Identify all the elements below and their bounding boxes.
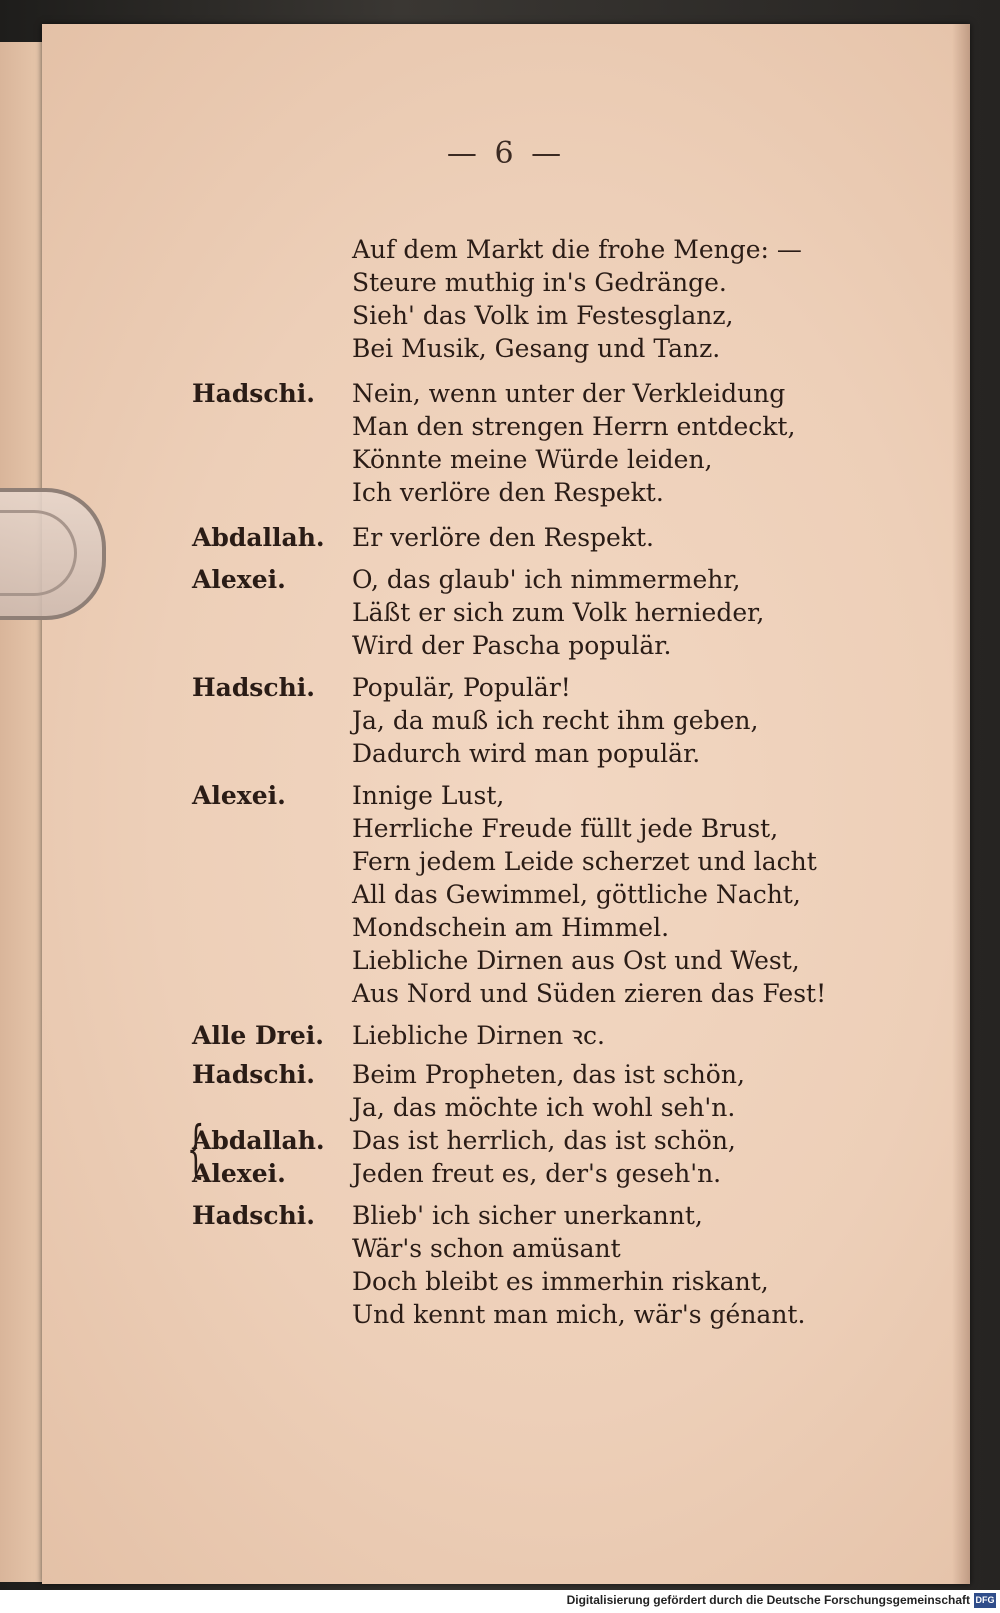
speaker-name: Alexei. xyxy=(192,565,286,594)
book-page xyxy=(42,24,970,1584)
page-number: — 6 — xyxy=(446,136,566,171)
verse-text: All das Gewimmel, göttliche Nacht, xyxy=(352,880,801,909)
verse-text: Auf dem Markt die frohe Menge: — xyxy=(352,235,802,264)
verse-text: Ja, das möchte ich wohl seh'n. xyxy=(352,1093,736,1122)
text-line xyxy=(192,378,992,410)
verse-text: Nein, wenn unter der Verkleidung xyxy=(352,379,786,408)
verse-text: Dadurch wird man populär. xyxy=(352,739,701,768)
paper-clip xyxy=(0,488,106,620)
speaker-name: Hadschi. xyxy=(192,379,315,408)
text-line xyxy=(192,846,992,878)
text-line xyxy=(192,333,992,365)
speaker-name: Alle Drei. xyxy=(192,1021,324,1050)
speaker-name: Hadschi. xyxy=(192,1060,315,1089)
verse-text: Liebliche Dirnen ꝛc. xyxy=(352,1021,605,1050)
funding-credit: Digitalisierung gefördert durch die Deutsche Forschungsgemeinschaft xyxy=(566,1593,970,1607)
verse-text: Bei Musik, Gesang und Tanz. xyxy=(352,334,721,363)
verse-text: Das ist herrlich, das ist schön, xyxy=(352,1126,736,1155)
verse-text: Könnte meine Würde leiden, xyxy=(352,445,713,474)
text-line xyxy=(192,1020,992,1052)
verse-text: Liebliche Dirnen aus Ost und West, xyxy=(352,946,800,975)
speaker-name: Abdallah. xyxy=(192,1126,325,1155)
text-line xyxy=(192,564,992,596)
speaker-name: Hadschi. xyxy=(192,673,315,702)
verse-text: Blieb' ich sicher unerkannt, xyxy=(352,1201,703,1230)
verse-text: O, das glaub' ich nimmermehr, xyxy=(352,565,741,594)
verse-text: Herrliche Freude füllt jede Brust, xyxy=(352,814,779,843)
text-line xyxy=(192,444,992,476)
verse-text: Fern jedem Leide scherzet und lacht xyxy=(352,847,817,876)
verse-text: Ja, da muß ich recht ihm geben, xyxy=(352,706,759,735)
speaker-name: Hadschi. xyxy=(192,1201,315,1230)
verse-text: Aus Nord und Süden zieren das Fest! xyxy=(352,979,827,1008)
text-line xyxy=(192,267,992,299)
text-line xyxy=(192,978,992,1010)
text-line xyxy=(192,1158,992,1190)
verse-text: Wär's schon amüsant xyxy=(352,1234,621,1263)
verse-text: Läßt er sich zum Volk hernieder, xyxy=(352,598,765,627)
text-line xyxy=(192,705,992,737)
verse-text: Er verlöre den Respekt. xyxy=(352,523,654,552)
verse-text: Man den strengen Herrn entdeckt, xyxy=(352,412,796,441)
text-line xyxy=(192,477,992,509)
text-line xyxy=(192,411,992,443)
verse-text: Und kennt man mich, wär's génant. xyxy=(352,1300,806,1329)
text-line xyxy=(192,300,992,332)
footer-bar xyxy=(0,1590,1000,1613)
verse-text: Beim Propheten, das ist schön, xyxy=(352,1060,745,1089)
verse-text: Ich verlöre den Respekt. xyxy=(352,478,664,507)
dfg-logo: DFG xyxy=(974,1593,996,1608)
paper-clip-inner-loop xyxy=(0,510,77,596)
speaker-name: Alexei. xyxy=(192,781,286,810)
text-line xyxy=(192,780,992,812)
text-line xyxy=(192,597,992,629)
text-line xyxy=(192,1299,992,1331)
verse-text: Wird der Pascha populär. xyxy=(352,631,672,660)
text-line xyxy=(192,813,992,845)
text-line xyxy=(192,630,992,662)
verse-text: Mondschein am Himmel. xyxy=(352,913,670,942)
text-line xyxy=(192,945,992,977)
verse-text: Steure muthig in's Gedränge. xyxy=(352,268,727,297)
text-line xyxy=(192,1266,992,1298)
text-line xyxy=(192,234,992,266)
verse-text: Jeden freut es, der's geseh'n. xyxy=(352,1159,722,1188)
text-line xyxy=(192,912,992,944)
verse-text: Sieh' das Volk im Festesglanz, xyxy=(352,301,734,330)
speaker-name: Alexei. xyxy=(192,1159,286,1188)
speaker-brace: { xyxy=(186,1112,205,1185)
text-line xyxy=(192,1059,992,1091)
text-line xyxy=(192,879,992,911)
verse-text: Doch bleibt es immerhin riskant, xyxy=(352,1267,769,1296)
text-line xyxy=(192,738,992,770)
verse-text: Innige Lust, xyxy=(352,781,505,810)
verse-text: Populär, Populär! xyxy=(352,673,571,702)
text-line xyxy=(192,1092,992,1124)
text-line xyxy=(192,1233,992,1265)
text-line xyxy=(192,522,992,554)
speaker-name: Abdallah. xyxy=(192,523,325,552)
text-line xyxy=(192,672,992,704)
text-line xyxy=(192,1200,992,1232)
text-line xyxy=(192,1125,992,1157)
